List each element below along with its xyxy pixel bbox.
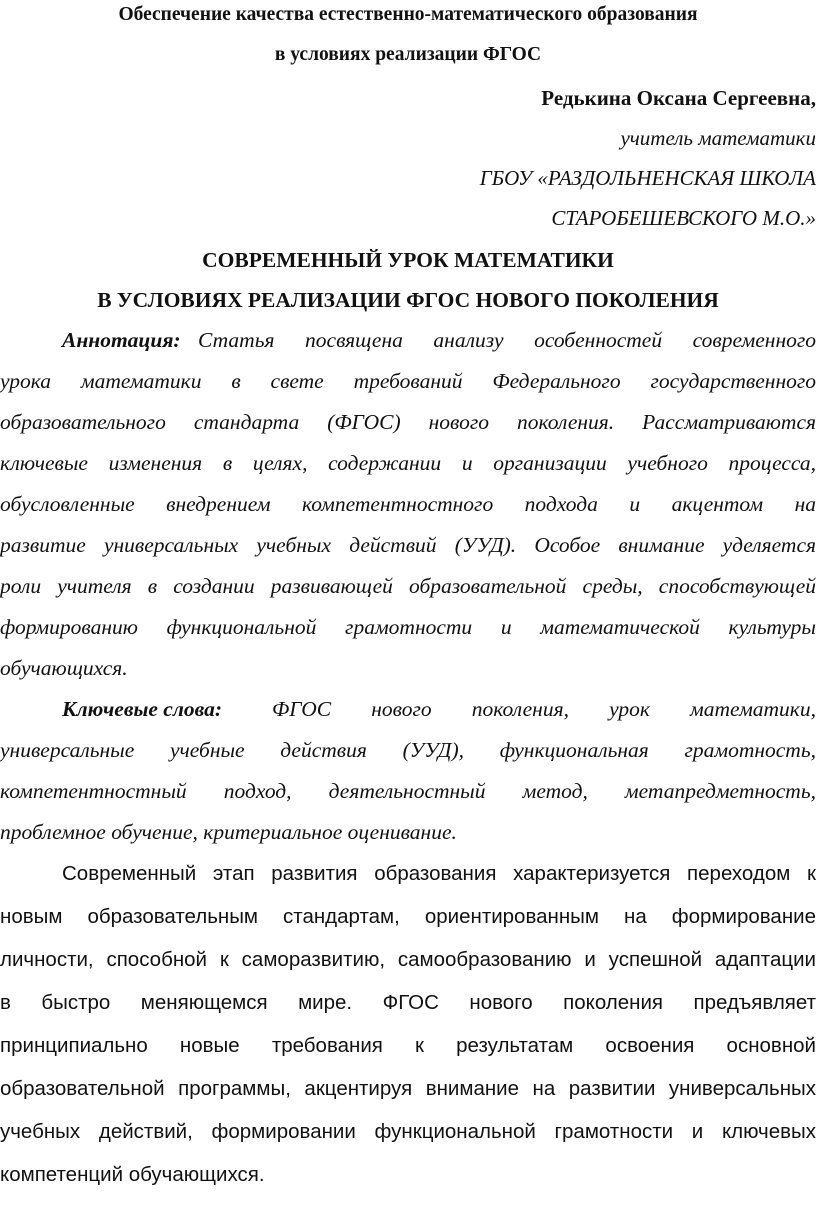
body-line: учебных действий, формировании функциональной грамотности и ключевых [0,1120,816,1143]
keywords-line: ФГОС нового поколения, урок математики, [272,697,816,721]
annotation-line: роли учителя в создании развивающей образовательной среды, способствующей [0,574,816,598]
body-line: Современный этап развития образования характеризуется переходом к [62,862,816,885]
body-line: новым образовательным стандартам, ориентированным на формирование [0,905,816,928]
body-line: образовательной программы, акцентируя внимание на развитии универсальных [0,1077,816,1100]
annotation-line: развитие универсальных учебных действий (УУД). Особое внимание уделяется [0,533,816,557]
keywords-line: универсальные учебные действия (УУД), функциональная грамотность, [0,738,816,762]
keywords-label: Ключевые слова: [62,697,222,721]
conference-title-line-2: в условиях реализации ФГОС [274,44,542,65]
article-title-line-2: В УСЛОВИЯХ РЕАЛИЗАЦИИ ФГОС НОВОГО ПОКОЛЕНИЯ [97,288,719,312]
annotation-line: формированию функциональной грамотности и математической культуры [0,615,816,639]
conference-title-line-1: Обеспечение качества естественно-математического образования [118,4,698,25]
annotation-line: урока математики в свете требований Федерального государственного [0,369,816,393]
keywords-line: проблемное обучение, критериальное оценивание. [0,820,457,844]
school-name-line-1: ГБОУ «РАЗДОЛЬНЕНСКАЯ ШКОЛА [479,166,816,190]
annotation-line: обучающихся. [0,656,128,680]
annotation-line: Статья посвящена анализу особенностей современного [198,328,816,352]
school-name-line-2: СТАРОБЕШЕВСКОГО М.О.» [551,206,816,230]
article-title-line-1: СОВРЕМЕННЫЙ УРОК МАТЕМАТИКИ [202,248,614,272]
keywords-line: компетентностный подход, деятельностный метод, метапредметность, [0,779,816,803]
annotation-line: ключевые изменения в целях, содержании и организации учебного процесса, [0,451,816,475]
body-line: принципиально новые требования к результатам освоения основной [0,1034,816,1057]
author-name: Редькина Оксана Сергеевна, [541,86,816,110]
body-line: личности, способной к саморазвитию, самообразованию и успешной адаптации [0,948,816,971]
author-position: учитель математики [620,126,816,150]
annotation-line: обусловленные внедрением компетентностного подхода и акцентом на [0,492,816,516]
annotation-label: Аннотация: [62,328,181,352]
body-line: в быстро меняющемся мире. ФГОС нового поколения предъявляет [0,991,816,1014]
annotation-line: образовательного стандарта (ФГОС) нового поколения. Рассматриваются [0,410,816,434]
body-line: компетенций обучающихся. [0,1163,265,1186]
